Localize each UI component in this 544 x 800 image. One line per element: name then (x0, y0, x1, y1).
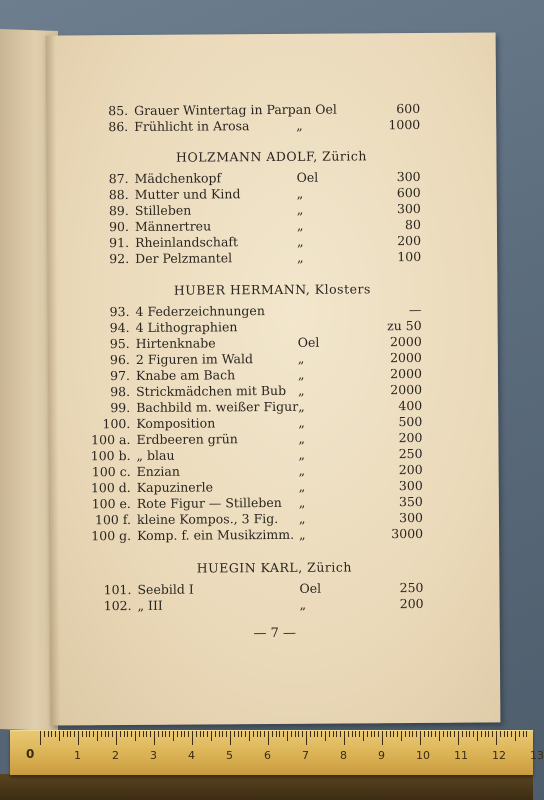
entry-medium: Oel (299, 580, 322, 596)
entry-price: 250 (399, 579, 424, 596)
ruler-tick (139, 731, 140, 737)
entry-title: 4 Federzeichnungen (135, 303, 265, 319)
ruler-tick (63, 731, 64, 737)
entry-title: Rote Figur — Stilleben (136, 494, 282, 511)
ruler-tick (108, 731, 109, 737)
ruler-tick (420, 731, 421, 745)
entry-title: Der Pelzmantel (135, 250, 233, 266)
entry-number: 97. (110, 367, 131, 384)
entry-title: Komp. f. ein Musikzimm. (137, 526, 295, 543)
ruler-zero-label: 0 (26, 747, 35, 761)
ruler-tick (192, 731, 193, 745)
page-number: — 7 — (253, 625, 297, 642)
ruler-tick (264, 731, 265, 737)
ruler-tick (169, 731, 170, 737)
entry-title: Enzian (136, 463, 180, 479)
entry-number: 95. (109, 335, 130, 352)
table-surface (0, 774, 533, 800)
ruler-tick (184, 731, 185, 737)
entry-title: Mädchenkopf (134, 170, 222, 186)
ruler-tick (405, 731, 406, 737)
ruler-tick (105, 731, 106, 737)
ruler-tick (116, 731, 117, 745)
entry-row (47, 248, 497, 267)
ruler-number: 5 (226, 749, 233, 762)
entry-price: 200 (398, 429, 423, 446)
ruler-tick (112, 731, 113, 737)
ruler-tick (131, 731, 132, 737)
entry-number: 100 a. (91, 431, 131, 448)
entry-title: Rheinlandschaft (134, 234, 239, 250)
ruler-tick (496, 731, 497, 745)
ruler-tick (215, 731, 216, 737)
ruler-tick (340, 731, 341, 737)
entry-price: 100 (397, 248, 422, 265)
entry-medium: „ (298, 494, 306, 510)
entry-medium: „ (298, 382, 305, 398)
ruler-tick (447, 731, 448, 737)
ruler-tick (492, 731, 493, 737)
ruler-tick (165, 731, 166, 737)
ruler-tick (101, 731, 102, 737)
entry-price: 300 (396, 168, 421, 185)
ruler-tick (188, 731, 189, 737)
ruler-tick (325, 731, 326, 741)
entry-title: 2 Figuren im Wald (135, 351, 254, 367)
ruler-tick (314, 731, 315, 737)
ruler-tick (89, 731, 90, 737)
entry-medium: „ (297, 366, 305, 382)
entry-medium: „ (298, 478, 306, 494)
ruler-tick (466, 731, 467, 737)
entry-title: Bachbild m. weißer Figur (136, 398, 299, 415)
entry-number: 98. (110, 383, 131, 400)
ruler-number: 8 (340, 749, 347, 762)
ruler-tick (219, 731, 220, 737)
ruler-tick (526, 731, 527, 737)
entry-price: 1000 (388, 116, 421, 133)
ruler-tick (173, 731, 174, 741)
ruler-tick (241, 731, 242, 737)
ruler-tick (306, 731, 307, 745)
entry-medium: „ (296, 117, 303, 133)
entry-number: 94. (109, 319, 130, 336)
entry-price: 80 (404, 216, 421, 233)
ruler-tick (504, 731, 505, 737)
entry-price: 300 (399, 509, 424, 526)
ruler-tick (287, 731, 288, 741)
entry-title: Komposition (136, 415, 216, 431)
ruler-tick (40, 731, 41, 745)
ruler-tick (135, 731, 136, 741)
ruler-tick (500, 731, 501, 737)
entry-number: 91. (109, 235, 130, 251)
entry-number: 100 d. (90, 479, 131, 496)
entry-title: kleine Kompos., 3 Fig. (136, 510, 279, 527)
ruler-tick (234, 731, 235, 737)
ruler-tick (412, 731, 413, 737)
ruler-tick (249, 731, 250, 741)
ruler-tick (462, 731, 463, 737)
entry-price: 2000 (390, 365, 423, 382)
ruler-tick (378, 731, 379, 737)
entry-medium: „ (296, 233, 304, 249)
ruler-tick (390, 731, 391, 737)
entry-price: 300 (398, 477, 423, 494)
ruler-tick (507, 731, 508, 737)
ruler-tick (352, 731, 353, 737)
ruler-tick (367, 731, 368, 737)
ruler-number: 4 (188, 749, 195, 762)
ruler-tick (481, 731, 482, 737)
ruler-tick (86, 731, 87, 737)
ruler-tick (211, 731, 212, 741)
entry-medium: „ (297, 350, 305, 366)
ruler-tick (443, 731, 444, 737)
entry-medium: „ (297, 249, 304, 265)
ruler-tick (302, 731, 303, 737)
artist-heading: HUEGIN KARL, Zürich (196, 559, 352, 576)
ruler-tick (298, 731, 299, 737)
ruler-tick (511, 731, 512, 737)
ruler-tick (146, 731, 147, 737)
ruler-tick (70, 731, 71, 737)
ruler-tick (196, 731, 197, 737)
entry-title: Hirtenknabe (135, 335, 216, 351)
ruler-tick (268, 731, 269, 745)
ruler-tick (477, 731, 478, 741)
ruler-tick (428, 731, 429, 737)
entry-price: 600 (396, 184, 421, 201)
entry-price: 600 (396, 100, 421, 117)
entry-number: 99. (110, 399, 131, 416)
ruler-tick (226, 731, 227, 737)
artist-heading: HUBER HERMANN, Klosters (173, 281, 371, 298)
ruler-tick (454, 731, 455, 737)
ruler-number: 13 (530, 749, 544, 762)
ruler-tick (51, 731, 52, 737)
ruler-number: 11 (454, 749, 468, 762)
entry-title: „ blau (136, 447, 175, 463)
ruler-tick (260, 731, 261, 737)
ruler-tick (272, 731, 273, 737)
entry-title: Strickmädchen mit Bub (136, 382, 287, 399)
entry-number: 88. (108, 187, 129, 203)
entry-price: 200 (398, 461, 423, 478)
ruler-number: 10 (416, 749, 430, 762)
entry-row (50, 595, 500, 614)
ruler-number: 6 (264, 749, 271, 762)
entry-number: 102. (103, 597, 132, 614)
ruler-tick (283, 731, 284, 737)
ruler-tick (523, 731, 524, 737)
ruler-tick (162, 731, 163, 737)
entry-price: 3000 (391, 525, 424, 542)
ruler-tick (382, 731, 383, 745)
ruler-tick (257, 731, 258, 737)
entry-title: Mutter und Kind (134, 186, 241, 202)
entry-price: 200 (399, 595, 424, 612)
ruler-tick (333, 731, 334, 737)
ruler-tick (67, 731, 68, 737)
ruler-number: 2 (112, 749, 119, 762)
measuring-ruler (10, 730, 544, 775)
entry-medium: Oel (297, 334, 320, 350)
ruler-tick (74, 731, 75, 737)
entry-medium: „ (298, 414, 305, 430)
ruler-tick (348, 731, 349, 737)
ruler-tick (317, 731, 318, 737)
entry-number: 92. (109, 251, 130, 267)
entry-medium: Oel (296, 169, 319, 185)
ruler-tick (435, 731, 436, 737)
ruler-tick (230, 731, 231, 745)
entry-number: 100. (102, 415, 131, 432)
ruler-tick (276, 731, 277, 737)
ruler-tick (473, 731, 474, 737)
entry-row (46, 116, 496, 135)
entry-title: Frühlicht in Arosa (134, 118, 250, 134)
ruler-tick (344, 731, 345, 745)
ruler-tick (127, 731, 128, 737)
entry-number: 90. (108, 219, 129, 235)
entry-medium: „ (296, 185, 304, 201)
entry-medium: „ (298, 462, 306, 478)
entry-title: 4 Lithographien (135, 319, 238, 335)
ruler-number: 1 (74, 749, 81, 762)
ruler-tick (55, 731, 56, 737)
ruler-tick (48, 731, 49, 737)
artist-heading: HOLZMANN ADOLF, Zürich (175, 148, 367, 165)
ruler-tick (310, 731, 311, 737)
entry-title: Kapuzinerle (136, 479, 214, 495)
ruler-tick (485, 731, 486, 737)
entry-row (49, 525, 499, 544)
ruler-tick (222, 731, 223, 737)
ruler-tick (519, 731, 520, 737)
ruler-number: 3 (150, 749, 157, 762)
entry-number: 89. (108, 203, 129, 219)
entry-number: 100 g. (91, 527, 132, 544)
entry-price: 250 (398, 445, 423, 462)
ruler-tick (44, 731, 45, 737)
ruler-tick (200, 731, 201, 737)
entry-price: 500 (398, 413, 423, 430)
entry-number: 101. (103, 581, 132, 598)
ruler-tick (150, 731, 151, 737)
entry-price: 2000 (389, 333, 422, 350)
ruler-tick (409, 731, 410, 737)
ruler-tick (393, 731, 394, 737)
ruler-tick (279, 731, 280, 737)
ruler-tick (329, 731, 330, 737)
ruler-tick (120, 731, 121, 737)
ruler-tick (431, 731, 432, 737)
ruler-tick (207, 731, 208, 737)
ruler-tick (424, 731, 425, 737)
entry-title: Knabe am Bach (135, 367, 236, 383)
ruler-tick (397, 731, 398, 737)
ruler-tick (143, 731, 144, 737)
ruler-number: 12 (492, 749, 506, 762)
ruler-tick (401, 731, 402, 741)
entry-price: 400 (398, 397, 423, 414)
ruler-tick (515, 731, 516, 741)
ruler-tick (78, 731, 79, 745)
entry-title: „ III (137, 597, 163, 613)
ruler-number: 9 (378, 749, 385, 762)
ruler-tick (177, 731, 178, 737)
ruler-tick (469, 731, 470, 737)
ruler-tick (336, 731, 337, 737)
entry-number: 85. (108, 103, 129, 119)
ruler-tick (93, 731, 94, 737)
ruler-tick (321, 731, 322, 737)
ruler-tick (181, 731, 182, 737)
ruler-tick (203, 731, 204, 737)
ruler-tick (355, 731, 356, 737)
entry-number: 96. (109, 351, 130, 368)
ruler-tick (416, 731, 417, 737)
ruler-tick (458, 731, 459, 745)
entry-price: 300 (396, 200, 421, 217)
entry-medium: „ (296, 201, 304, 217)
entry-price: 350 (398, 493, 423, 510)
entry-price: 2000 (390, 381, 423, 398)
entry-price: zu 50 (387, 317, 422, 334)
ruler-tick (97, 731, 98, 741)
ruler-tick (291, 731, 292, 737)
entry-price: — (408, 301, 422, 318)
ruler-tick (363, 731, 364, 741)
entry-number: 100 b. (90, 447, 131, 464)
entry-number: 100 c. (91, 463, 131, 480)
ruler-tick (82, 731, 83, 737)
entry-medium: „ (299, 596, 307, 612)
entry-title: Seebild I (137, 581, 194, 597)
ruler-tick (450, 731, 451, 737)
ruler-tick (488, 731, 489, 737)
entry-title: Erdbeeren grün (136, 431, 238, 447)
catalog-page (46, 32, 501, 725)
ruler-number: 7 (302, 749, 309, 762)
entry-number: 86. (108, 119, 129, 135)
entry-number: 93. (109, 304, 130, 320)
entry-number: 87. (108, 171, 129, 187)
ruler-tick (359, 731, 360, 737)
ruler-tick (371, 731, 372, 737)
ruler-tick (386, 731, 387, 737)
entry-title: Stilleben (134, 202, 192, 218)
entry-medium: „ (298, 446, 306, 462)
ruler-tick (295, 731, 296, 737)
entry-title: Männertreu (134, 218, 212, 234)
ruler-tick (374, 731, 375, 737)
entry-medium: „ (299, 526, 306, 542)
ruler-tick (59, 731, 60, 741)
ruler-tick (439, 731, 440, 741)
ruler-tick (124, 731, 125, 737)
entry-title: Grauer Wintertag in Parpan Oel (134, 101, 337, 118)
entry-medium: „ (296, 217, 304, 233)
ruler-tick (158, 731, 159, 737)
entry-medium: „ (298, 510, 306, 526)
entry-number: 100 e. (91, 495, 131, 512)
entry-medium: „ (298, 430, 305, 446)
ruler-tick (154, 731, 155, 745)
entry-price: 2000 (389, 349, 422, 366)
entry-number: 100 f. (94, 511, 132, 528)
entry-price: 200 (397, 232, 422, 249)
ruler-tick (253, 731, 254, 737)
ruler-tick (238, 731, 239, 737)
ruler-tick (245, 731, 246, 737)
entry-medium: „ (298, 398, 305, 414)
